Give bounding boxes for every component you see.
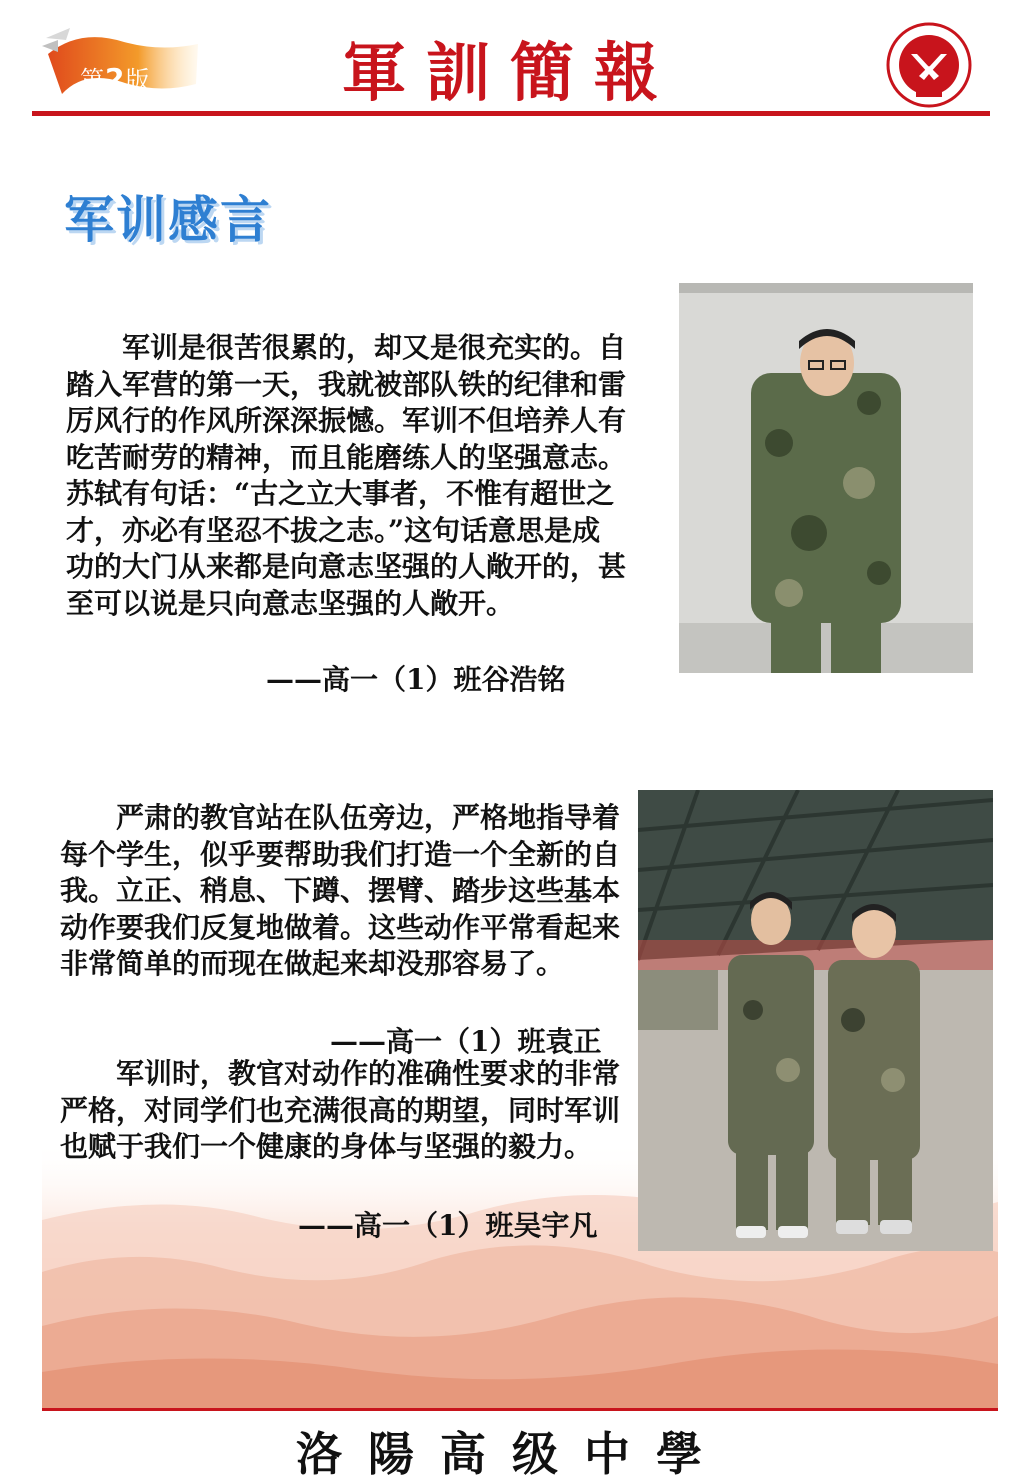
section-title: 军训感言 bbox=[64, 191, 272, 249]
essay-paragraph: 军训时，教官对动作的准确性要求的非常严格，对同学们也充满很高的期望，同时军训也赋于我们一个健康的身体与坚强的毅力。 bbox=[60, 1057, 621, 1163]
essay-paragraph: 严肃的教官站在队伍旁边，严格地指导着每个学生，似乎要帮助我们打造一个全新的自我。立正、稍息、下蹲、摆臂、踏步这些基本动作要我们反复地做着。这些动作平常看起来非常简单的而现在做起来却没那容易了。 bbox=[60, 801, 621, 980]
essay-signature: ——高一（1）班谷浩铭 bbox=[266, 663, 566, 696]
footer-divider bbox=[42, 1408, 998, 1411]
edition-label: 第2版 bbox=[80, 62, 151, 95]
essay-signature: ——高一（1）班袁正 bbox=[330, 1025, 602, 1058]
students-training-photo bbox=[638, 790, 993, 1251]
essay-signature: ——高一（1）班吴宇凡 bbox=[298, 1209, 598, 1242]
school-name: 洛陽高级中學 bbox=[296, 1427, 728, 1481]
school-seal-icon bbox=[886, 22, 972, 108]
essay-paragraph: 军训是很苦很累的，却又是很充实的。自踏入军营的第一天，我就被部队铁的纪律和雷厉风行的作风所深深振憾。军训不但培养人有吃苦耐劳的精神，而且能磨练人的坚强意志。苏轼有句话：“古之立大事者，不惟有超世之才，亦必有坚忍不拔之志。”这句话意思是成功的大门从来都是向意志坚强的人敞开的，甚至可以说是只向意志坚强的人敞开。 bbox=[66, 331, 627, 620]
header-divider bbox=[32, 111, 990, 116]
page-header bbox=[0, 0, 1024, 125]
masthead-title: 軍訓簡報 bbox=[342, 36, 678, 111]
student-portrait-photo bbox=[679, 283, 973, 673]
